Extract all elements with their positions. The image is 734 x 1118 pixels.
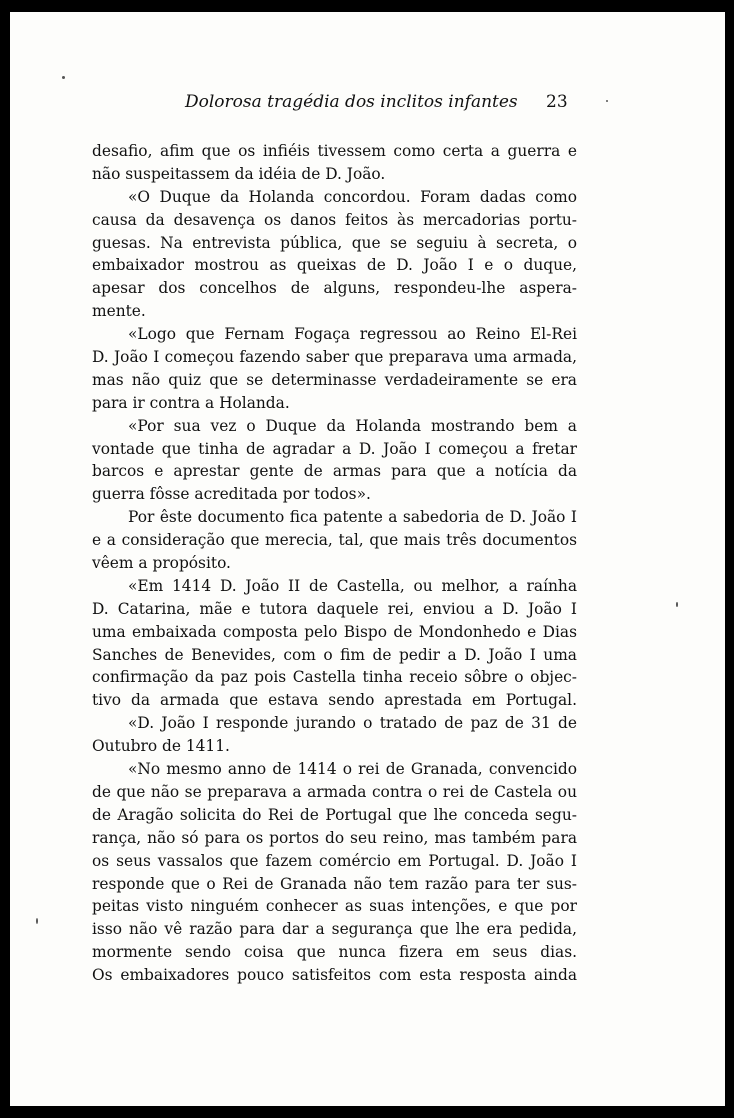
text-line: D. João I começou fazendo saber que preparava uma armada, (92, 348, 577, 367)
text-line: apesar dos concelhos de alguns, respondeu-lhe aspera- (92, 279, 577, 298)
text-line: vêem a propósito. (92, 554, 231, 573)
text-line: «Logo que Fernam Fogaça regressou ao Reino El-Rei (128, 325, 577, 344)
text-line: mas não quiz que se determinasse verdadeiramente se era (92, 370, 577, 389)
text-line: tivo da armada que estava sendo aprestada em Portugal. (92, 691, 577, 710)
text-line: isso não vê razão para dar a segurança que lhe era pedida, (92, 920, 577, 939)
text-line: os seus vassalos que fazem comércio em Portugal. D. João I (92, 851, 577, 870)
margin-speck (676, 602, 678, 607)
text-line: «D. João I responde jurando o tratado de paz de 31 de (128, 714, 577, 733)
text-line: «Em 1414 D. João II de Castella, ou melhor, a raínha (128, 576, 577, 595)
body-text (92, 140, 577, 987)
text-line: «No mesmo anno de 1414 o rei de Granada, convencido (128, 760, 577, 779)
text-line: para ir contra a Holanda. (92, 393, 290, 412)
text-line: uma embaixada composta pelo Bispo de Mondonhedo e Dias (92, 622, 577, 641)
page-number: 23 (546, 92, 568, 112)
text-line: não suspeitassem da idéia de D. João. (92, 164, 386, 183)
text-line: barcos e aprestar gente de armas para que a notícia da (92, 462, 577, 481)
text-line: Os embaixadores pouco satisfeitos com esta resposta ainda (92, 966, 577, 985)
text-line: Sanches de Benevides, com o fim de pedir a D. João I uma (92, 645, 577, 664)
text-line: responde que o Rei de Granada não tem razão para ter sus- (92, 874, 577, 893)
text-line: e a consideração que merecia, tal, que mais três documentos (92, 531, 577, 550)
text-line: causa da desavença os danos feitos às mercadorias portu- (92, 210, 577, 229)
text-line: guesas. Na entrevista pública, que se seguiu à secreta, o (92, 233, 577, 252)
text-line: rança, não só para os portos do seu reino, mas também para (92, 828, 577, 847)
text-line: embaixador mostrou as queixas de D. João I e o duque, (92, 256, 577, 275)
text-line: peitas visto ninguém conhecer as suas intenções, e que por (92, 897, 577, 916)
text-line: D. Catarina, mãe e tutora daquele rei, enviou a D. João I (92, 599, 577, 618)
text-line: Outubro de 1411. (92, 737, 230, 756)
text-line: confirmação da paz pois Castella tinha receio sôbre o objec- (92, 668, 577, 687)
text-line: «O Duque da Holanda concordou. Foram dadas como (128, 187, 577, 206)
text-line: Por êste documento fica patente a sabedoria de D. João I (128, 508, 577, 527)
text-line: de que não se preparava a armada contra o rei de Castela ou (92, 782, 577, 801)
text-line: guerra fôsse acreditada por todos». (92, 485, 371, 504)
running-title: Dolorosa tragédia dos inclitos infantes (185, 92, 518, 112)
margin-speck (62, 76, 65, 79)
text-line: desafio, afim que os infiéis tivessem como certa a guerra e (92, 142, 577, 160)
margin-speck (36, 918, 38, 924)
text-line: mente. (92, 302, 146, 321)
text-line: «Por sua vez o Duque da Holanda mostrando bem a (128, 416, 577, 435)
text-line: mormente sendo coisa que nunca fizera em seus dias. (92, 943, 577, 962)
running-header (10, 92, 725, 118)
text-line: vontade que tinha de agradar a D. João I começou a fretar (92, 439, 577, 458)
text-line: de Aragão solicita do Rei de Portugal que lhe conceda segu- (92, 805, 577, 824)
book-page (10, 12, 725, 1106)
